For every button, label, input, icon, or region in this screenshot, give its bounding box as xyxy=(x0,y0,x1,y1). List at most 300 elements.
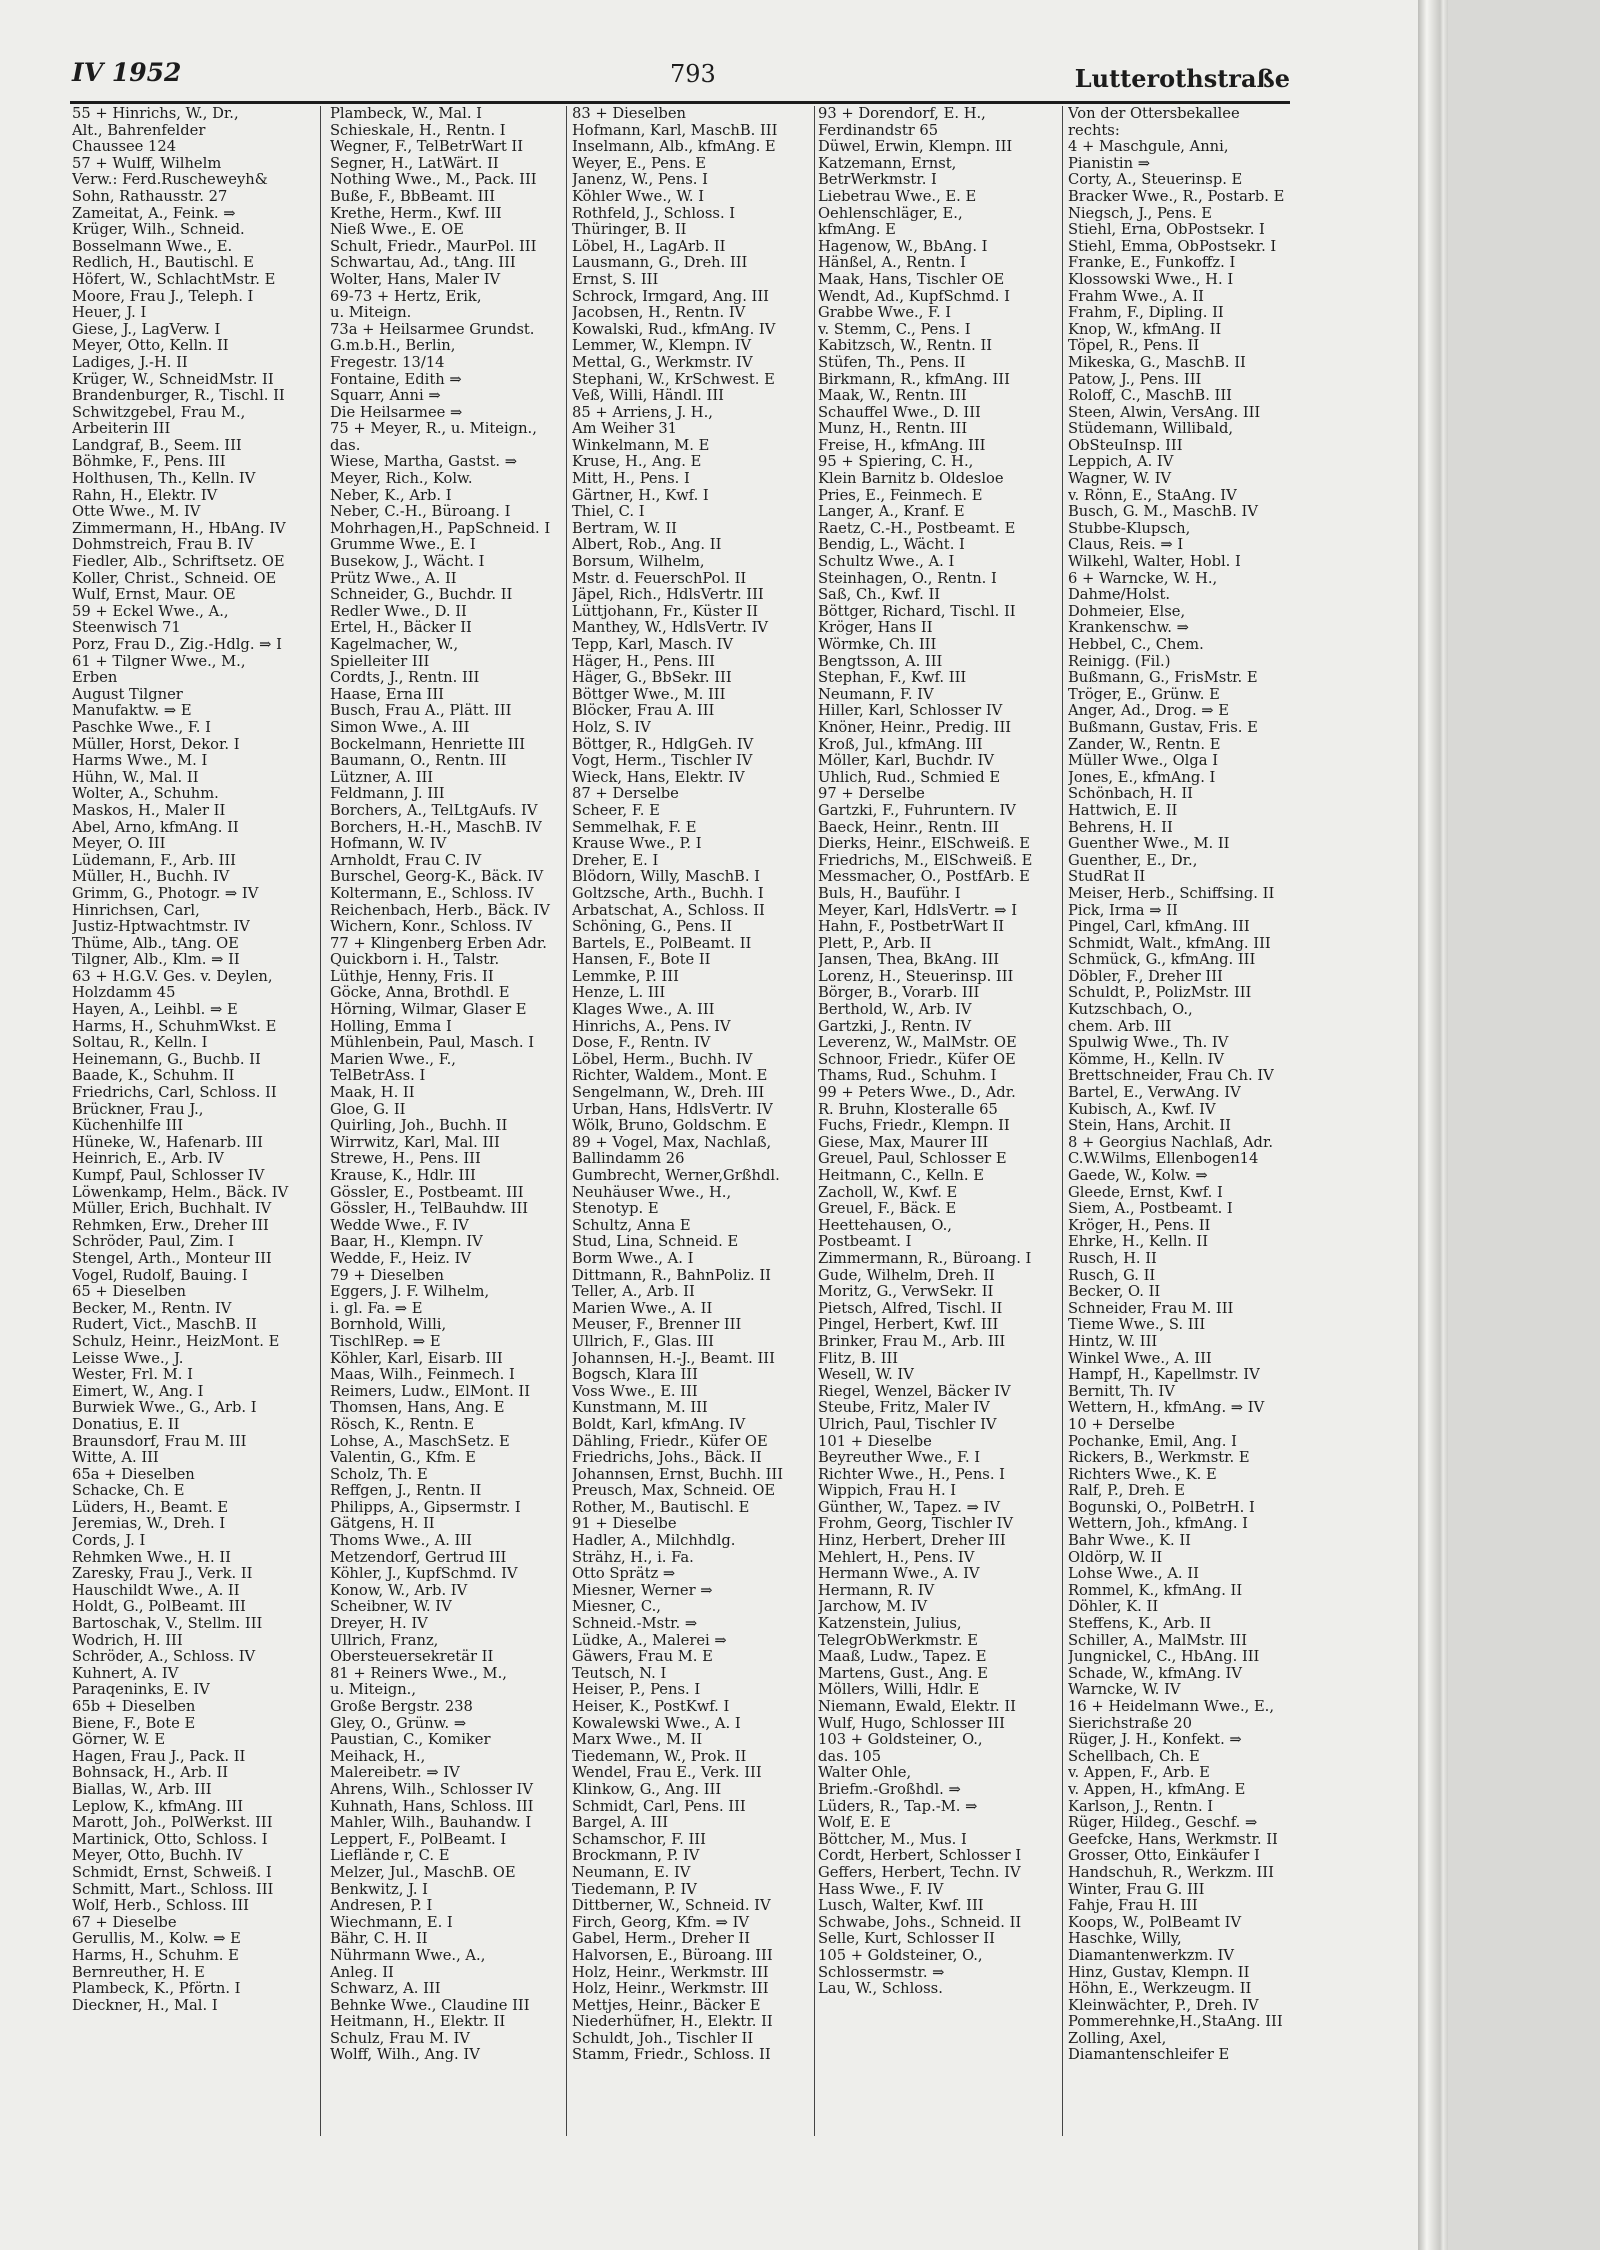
directory-line: Thüringer, B. II xyxy=(572,222,687,239)
directory-line: Gartzki, J., Rentn. IV xyxy=(818,1018,972,1035)
directory-line: Harms, H., Schuhm. E xyxy=(72,1947,239,1964)
directory-line: Fuchs, Friedr., Klempn. II xyxy=(818,1118,1010,1135)
directory-line: Harms Wwe., M. I xyxy=(72,753,208,770)
directory-line: Bohnsack, H., Arb. II xyxy=(72,1765,229,1782)
directory-line: Wedde, F., Heiz. IV xyxy=(330,1250,472,1267)
directory-line: Rothfeld, J., Schloss. I xyxy=(572,205,736,222)
directory-line: u. Miteign. xyxy=(330,305,412,322)
directory-line: Schwabe, Johs., Schneid. II xyxy=(818,1914,1022,1931)
directory-line: Lüdemann, F., Arb. III xyxy=(72,852,236,869)
directory-line: 83 + Dieselben xyxy=(572,106,686,122)
page-edge xyxy=(1418,0,1440,2250)
directory-line: Janenz, W., Pens. I xyxy=(572,172,708,189)
directory-line: Schultz Wwe., A. I xyxy=(818,554,955,571)
directory-line: Freise, H., kfmAng. III xyxy=(818,437,986,454)
directory-line: Rusch, G. II xyxy=(1068,1267,1156,1284)
directory-line: Kunstmann, M. III xyxy=(572,1400,708,1417)
directory-line: 73a + Heilsarmee Grundst. xyxy=(330,321,535,338)
directory-line: Lüdke, A., Malerei ⇒ xyxy=(572,1632,727,1649)
directory-line: Greuel, F., Bäck. E xyxy=(818,1201,957,1218)
directory-line: Tröger, E., Grünw. E xyxy=(1068,686,1220,703)
directory-line: Borm Wwe., A. I xyxy=(572,1250,694,1267)
directory-line: Mitt, H., Pens. I xyxy=(572,471,690,488)
directory-line: Dreyer, H. IV xyxy=(330,1616,428,1633)
directory-line: Thomsen, Hans, Ang. E xyxy=(330,1400,505,1417)
directory-line: Klein Barnitz b. Oldesloe xyxy=(818,471,1004,488)
directory-line: Leppich, A. IV xyxy=(1068,454,1174,471)
directory-line: Bornhold, Willi, xyxy=(330,1317,447,1334)
directory-line: Rother, M., Bautischl. E xyxy=(572,1499,750,1516)
directory-line: Henze, L. III xyxy=(572,985,666,1002)
directory-line: Holz, Heinr., Werkmstr. III xyxy=(572,1964,769,1981)
directory-line: Blöcker, Frau A. III xyxy=(572,703,715,720)
directory-line: 65a + Dieselben xyxy=(72,1466,195,1483)
directory-line: Bosselmann Wwe., E. xyxy=(72,238,233,255)
directory-line: Schulz, Frau M. IV xyxy=(330,2030,470,2047)
directory-line: Baeck, Heinr., Rentn. III xyxy=(818,819,1000,836)
directory-line: Squarr, Anni ⇒ xyxy=(330,388,441,405)
directory-line: Brockmann, P. IV xyxy=(572,1848,700,1865)
directory-line: Heitmann, H., Elektr. II xyxy=(330,2014,506,2031)
directory-line: Hauschildt Wwe., A. II xyxy=(72,1582,240,1599)
directory-line: Schuldt, P., PolizMstr. III xyxy=(1068,985,1252,1002)
directory-line: Heuer, J. I xyxy=(72,305,147,322)
directory-line: Kabitzsch, W., Rentn. II xyxy=(818,338,993,355)
directory-line: Vogt, Herm., Tischler IV xyxy=(572,753,753,770)
directory-line: Burschel, Georg-K., Bäck. IV xyxy=(330,869,544,886)
directory-line: Blödorn, Willy, MaschB. I xyxy=(572,869,760,886)
directory-line: Kuhnert, A. IV xyxy=(72,1665,179,1682)
directory-line: Katzenstein, Julius, xyxy=(818,1616,962,1633)
directory-line: Pommerehnke,H.,StaAng. III xyxy=(1068,2014,1283,2031)
column-divider xyxy=(320,106,321,2136)
directory-line: Bartoschak, V., Stellm. III xyxy=(72,1616,263,1633)
directory-line: Hiller, Karl, Schlosser IV xyxy=(818,703,1003,720)
directory-line: Lemmke, P. III xyxy=(572,968,679,985)
directory-line: Stengel, Arth., Monteur III xyxy=(72,1250,272,1267)
directory-line: Grabbe Wwe., F. I xyxy=(818,305,952,322)
directory-line: 87 + Derselbe xyxy=(572,786,679,803)
directory-line: G.m.b.H., Berlin, xyxy=(330,338,456,355)
directory-line: Bertram, W. II xyxy=(572,520,677,537)
directory-line: Hofmann, Karl, MaschB. III xyxy=(572,122,778,139)
directory-line: Mstr. d. FeuerschPol. II xyxy=(572,570,747,587)
directory-line: Pochanke, Emil, Ang. I xyxy=(1068,1433,1237,1450)
directory-line: Gätgens, H. II xyxy=(330,1516,435,1533)
directory-line: Lau, W., Schloss. xyxy=(818,1981,943,1998)
directory-line: Höfert, W., SchlachtMstr. E xyxy=(72,271,276,288)
directory-line: TelBetrAss. I xyxy=(330,1068,426,1085)
directory-line: Kröger, Hans II xyxy=(818,620,933,637)
directory-line: Preusch, Max, Schneid. OE xyxy=(572,1483,776,1500)
directory-line: Martens, Gust., Ang. E xyxy=(818,1665,988,1682)
directory-line: Pick, Irma ⇒ II xyxy=(1068,902,1178,919)
directory-line: Oehlenschläger, E., xyxy=(818,205,963,222)
directory-line: Gumbrecht, Werner,Grßhdl. xyxy=(572,1168,780,1184)
directory-line: Marx Wwe., M. II xyxy=(572,1732,703,1749)
directory-line: Simon Wwe., A. III xyxy=(330,719,470,736)
directory-line: Gude, Wilhelm, Dreh. II xyxy=(818,1267,995,1284)
column-4 xyxy=(818,106,1052,2186)
directory-line: Klages Wwe., A. III xyxy=(572,1002,715,1019)
directory-line: 10 + Derselbe xyxy=(1068,1416,1175,1433)
directory-line: R. Bruhn, Klosteralle 65 xyxy=(818,1101,998,1118)
directory-line: Ertel, H., Bäcker II xyxy=(330,620,472,637)
directory-line: Hagenow, W., BbAng. I xyxy=(818,238,988,255)
directory-line: Winter, Frau G. III xyxy=(1068,1881,1205,1898)
directory-line: Boldt, Karl, kfmAng. IV xyxy=(572,1416,746,1433)
directory-line: Marien Wwe., F., xyxy=(330,1051,456,1068)
column-divider xyxy=(566,106,567,2136)
directory-line: Bockelmann, Henriette III xyxy=(330,736,526,753)
directory-line: Otte Wwe., M. IV xyxy=(72,504,201,521)
directory-line: Strähz, H., i. Fa. xyxy=(572,1549,694,1566)
directory-line: Verw.: Ferd.Ruscheweyh& xyxy=(72,172,268,189)
directory-line: Neber, C.-H., Büroang. I xyxy=(330,504,511,521)
directory-line: Mettal, G., Werkmstr. IV xyxy=(572,354,753,371)
directory-line: Inselmann, Alb., kfmAng. E xyxy=(572,139,776,156)
directory-line: Klinkow, G., Ang. III xyxy=(572,1781,722,1798)
directory-line: Zolling, Axel, xyxy=(1068,2030,1167,2047)
directory-line: Diamantenschleifer E xyxy=(1068,2047,1230,2064)
directory-line: Messmacher, O., PostfArb. E xyxy=(818,869,1030,886)
directory-line: Reichenbach, Herb., Bäck. IV xyxy=(330,902,550,919)
directory-line: Winkel Wwe., A. III xyxy=(1068,1350,1212,1367)
directory-line: kfmAng. E xyxy=(818,222,896,239)
directory-line: Malereibetr. ⇒ IV xyxy=(330,1765,460,1782)
directory-line: Maas, Wilh., Feinmech. I xyxy=(330,1367,515,1384)
directory-line: Dahme/Holst. xyxy=(1068,587,1171,604)
directory-line: Müller, Horst, Dekor. I xyxy=(72,736,240,753)
directory-line: Thiel, C. I xyxy=(572,504,645,521)
directory-line: Knop, W., kfmAng. II xyxy=(1068,321,1222,338)
directory-line: Gäwers, Frau M. E xyxy=(572,1649,713,1666)
directory-line: Stüfen, Th., Pens. II xyxy=(818,354,966,371)
directory-line: Wolf, Herb., Schloss. III xyxy=(72,1898,249,1915)
directory-line: Lusch, Walter, Kwf. III xyxy=(818,1898,984,1915)
directory-line: chem. Arb. III xyxy=(1068,1018,1172,1035)
directory-line: Andresen, P. I xyxy=(330,1898,433,1915)
directory-line: Schauffel Wwe., D. III xyxy=(818,404,981,421)
directory-line: Wettern, Joh., kfmAng. I xyxy=(1068,1516,1248,1533)
directory-line: Bogsch, Klara III xyxy=(572,1367,698,1384)
directory-line: Schuldt, Joh., Tischler II xyxy=(572,2030,754,2047)
directory-line: Vogel, Rudolf, Bauing. I xyxy=(72,1267,248,1284)
directory-line: Stiehl, Erna, ObPostsekr. I xyxy=(1068,222,1265,239)
directory-line: v. Appen, H., kfmAng. E xyxy=(1068,1781,1246,1798)
directory-line: Steube, Fritz, Maler IV xyxy=(818,1400,990,1417)
directory-line: Bahr Wwe., K. II xyxy=(1068,1533,1191,1550)
directory-line: Arbeiterin III xyxy=(72,421,171,438)
directory-line: 55 + Hinrichs, W., Dr., xyxy=(72,106,239,122)
directory-line: Stiehl, Emma, ObPostsekr. I xyxy=(1068,238,1277,255)
directory-line: Riegel, Wenzel, Bäcker IV xyxy=(818,1383,1011,1400)
directory-line: Leppert, F., PolBeamt. I xyxy=(330,1831,507,1848)
page-edge xyxy=(1440,0,1448,2250)
directory-line: Reffgen, J., Rentn. II xyxy=(330,1483,482,1500)
directory-line: Diamantenwerkzm. IV xyxy=(1068,1947,1235,1964)
page-number: 793 xyxy=(670,60,716,88)
directory-line: Pries, E., Feinmech. E xyxy=(818,487,983,504)
directory-line: Landgraf, B., Seem. III xyxy=(72,437,242,454)
directory-line: Holz, S. IV xyxy=(572,719,651,736)
directory-line: Briefm.-Großhdl. ⇒ xyxy=(818,1781,961,1798)
directory-line: Wölk, Bruno, Goldschm. E xyxy=(572,1118,767,1135)
directory-line: Biene, F., Bote E xyxy=(72,1715,196,1732)
directory-line: Anger, Ad., Drog. ⇒ E xyxy=(1068,703,1229,720)
directory-line: Rüger, Hildeg., Geschf. ⇒ xyxy=(1068,1815,1258,1832)
directory-line: Miesner, Werner ⇒ xyxy=(572,1582,713,1599)
directory-line: Niegsch, J., Pens. E xyxy=(1068,205,1212,222)
directory-line: Gössler, H., TelBauhdw. III xyxy=(330,1201,529,1218)
directory-line: Berthold, W., Arb. IV xyxy=(818,1002,972,1019)
directory-line: Postbeamt. I xyxy=(818,1234,912,1251)
directory-line: Nieß Wwe., E. OE xyxy=(330,222,464,239)
directory-line: Munz, H., Rentn. III xyxy=(818,421,968,438)
directory-line: Halvorsen, E., Büroang. III xyxy=(572,1947,773,1964)
directory-line: Görner, W. E xyxy=(72,1732,166,1749)
directory-line: 61 + Tilgner Wwe., M., xyxy=(72,653,246,670)
directory-line: Geefcke, Hans, Werkmstr. II xyxy=(1068,1831,1278,1848)
directory-line: Veß, Willi, Händl. III xyxy=(572,388,724,405)
directory-line: StudRat II xyxy=(1068,869,1146,886)
directory-line: Baumann, O., Rentn. III xyxy=(330,753,507,770)
directory-line: Konow, W., Arb. IV xyxy=(330,1582,468,1599)
directory-line: Schade, W., kfmAng. IV xyxy=(1068,1665,1242,1682)
directory-line: Kumpf, Paul, Schlosser IV xyxy=(72,1168,265,1184)
directory-line: Langer, A., Kranf. E xyxy=(818,504,965,521)
directory-line: Koltermann, E., Schloss. IV xyxy=(330,885,534,902)
directory-line: Oldörp, W. II xyxy=(1068,1549,1163,1566)
directory-line: 99 + Peters Wwe., D., Adr. xyxy=(818,1085,1016,1102)
directory-line: Heiser, K., PostKwf. I xyxy=(572,1699,730,1715)
directory-line: Prütz Wwe., A. II xyxy=(330,570,457,587)
directory-line: 101 + Dieselbe xyxy=(818,1433,932,1450)
directory-line: Wulf, Ernst, Maur. OE xyxy=(72,587,236,604)
directory-line: Meyer, O. III xyxy=(72,836,166,853)
directory-line: Gerullis, M., Kolw. ⇒ E xyxy=(72,1931,241,1948)
directory-line: Mohrhagen,H., PapSchneid. I xyxy=(330,520,551,537)
directory-line: Marien Wwe., A. II xyxy=(572,1300,713,1317)
directory-line: Brinker, Frau M., Arb. III xyxy=(818,1333,1006,1350)
directory-line: Wedde Wwe., F. IV xyxy=(330,1217,469,1234)
directory-line: Plambeck, K., Pförtn. I xyxy=(72,1981,241,1998)
directory-line: Schmück, G., kfmAng. III xyxy=(1068,952,1256,969)
directory-line: Schrock, Irmgard, Ang. III xyxy=(572,288,769,305)
directory-line: Lüthje, Henny, Fris. II xyxy=(330,968,494,985)
directory-line: Müller, H., Buchh. IV xyxy=(72,869,230,886)
directory-line: Rösch, K., Rentn. E xyxy=(330,1416,475,1433)
directory-line: Börger, B., Vorarb. III xyxy=(818,985,980,1002)
directory-line: Höhn, E., Werkzeugm. II xyxy=(1068,1981,1252,1998)
directory-line: Köhler, J., KupfSchmd. IV xyxy=(330,1566,518,1583)
directory-line: Teutsch, N. I xyxy=(572,1665,667,1682)
directory-line: Schacke, Ch. E xyxy=(72,1483,185,1500)
directory-line: Baar, H., Klempn. IV xyxy=(330,1234,483,1251)
directory-line: Heettehausen, O., xyxy=(818,1217,952,1234)
directory-line: Schwartau, Ad., tAng. III xyxy=(330,255,516,272)
directory-line: Häger, H., Pens. III xyxy=(572,653,715,670)
directory-line: Löbel, Herm., Buchh. IV xyxy=(572,1051,753,1068)
directory-line: Möller, Karl, Buchdr. IV xyxy=(818,753,994,770)
directory-line: Stein, Hans, Archit. II xyxy=(1068,1118,1231,1135)
directory-line: Kröger, H., Pens. II xyxy=(1068,1217,1211,1234)
directory-line: Philipps, A., Gipsermstr. I xyxy=(330,1499,521,1516)
directory-line: Ferdinandstr 65 xyxy=(818,122,939,139)
directory-line: Kruse, H., Ang. E xyxy=(572,454,702,471)
directory-line: Wegner, F., TelBetrWart II xyxy=(330,139,524,156)
directory-line: Haase, Erna III xyxy=(330,686,444,703)
directory-line: Hüneke, W., Hafenarb. III xyxy=(72,1134,263,1151)
directory-line: Wendel, Frau E., Verk. III xyxy=(572,1765,762,1782)
directory-line: Müller Wwe., Olga I xyxy=(1068,753,1219,770)
directory-line: Bendig, L., Wächt. I xyxy=(818,537,965,554)
directory-line: Wiechmann, E. I xyxy=(330,1914,453,1931)
directory-line: Krethe, Herm., Kwf. III xyxy=(330,205,502,222)
directory-line: Obersteuersekretär II xyxy=(330,1649,494,1666)
directory-line: Justiz-Hptwachtmstr. IV xyxy=(72,919,250,936)
directory-line: Friedrichs, M., ElSchweiß. E xyxy=(818,852,1033,869)
directory-line: Segner, H., LatWärt. II xyxy=(330,155,499,172)
directory-line: Hofmann, W. IV xyxy=(330,836,447,853)
directory-line: Richter, Waldem., Mont. E xyxy=(572,1068,768,1085)
directory-line: Moore, Frau J., Teleph. I xyxy=(72,288,254,305)
directory-line: Pingel, Herbert, Kwf. III xyxy=(818,1317,999,1334)
directory-line: Grumme Wwe., E. I xyxy=(330,537,476,554)
directory-line: Wagner, W. IV xyxy=(1068,471,1172,488)
directory-line: Gley, O., Grünw. ⇒ xyxy=(330,1715,467,1732)
directory-line: Roloff, C., MaschB. III xyxy=(1068,388,1232,405)
directory-line: Martinick, Otto, Schloss. I xyxy=(72,1831,268,1848)
directory-line: Stamm, Friedr., Schloss. II xyxy=(572,2047,771,2064)
directory-line: Von der Ottersbekallee xyxy=(1068,106,1240,122)
directory-line: Siem, A., Postbeamt. I xyxy=(1068,1201,1233,1218)
directory-line: Pietsch, Alfred, Tischl. II xyxy=(818,1300,1003,1317)
directory-line: Zander, W., Rentn. E xyxy=(1068,736,1221,753)
directory-line: Niemann, Ewald, Elektr. II xyxy=(818,1699,1016,1715)
directory-line: Hattwich, E. II xyxy=(1068,802,1178,819)
directory-line: Nothing Wwe., M., Pack. III xyxy=(330,172,537,189)
directory-line: Johannsen, H.-J., Beamt. III xyxy=(572,1350,775,1367)
directory-line: 81 + Reiners Wwe., M., xyxy=(330,1665,507,1682)
directory-line: 89 + Vogel, Max, Nachlaß, xyxy=(572,1134,772,1151)
directory-line: Bernitt, Th. IV xyxy=(1068,1383,1175,1400)
directory-line: Zaresky, Frau J., Verk. II xyxy=(72,1566,253,1583)
directory-line: Hansen, F., Bote II xyxy=(572,952,711,969)
directory-line: 4 + Maschgule, Anni, xyxy=(1068,139,1229,156)
directory-line: Schultz, Anna E xyxy=(572,1217,691,1234)
directory-line: Guenther Wwe., M. II xyxy=(1068,836,1230,853)
directory-line: Ulrich, Paul, Tischler IV xyxy=(818,1416,997,1433)
directory-line: v. Rönn, E., StaAng. IV xyxy=(1068,487,1237,504)
directory-line: Becker, O. II xyxy=(1068,1284,1161,1301)
directory-line: Ernst, S. III xyxy=(572,271,659,288)
directory-line: Hörning, Wilmar, Glaser E xyxy=(330,1002,527,1019)
directory-line: Raetz, C.-H., Postbeamt. E xyxy=(818,520,1016,537)
directory-line: Wolter, Hans, Maler IV xyxy=(330,271,501,288)
column-2 xyxy=(330,106,558,2186)
directory-line: Hermann, R. IV xyxy=(818,1582,935,1599)
directory-line: Wendt, Ad., KupfSchmd. I xyxy=(818,288,1010,305)
directory-line: Kagelmacher, W., xyxy=(330,637,459,653)
column-divider xyxy=(814,106,815,2136)
directory-line: Karlson, J., Rentn. I xyxy=(1068,1798,1214,1815)
directory-line: Moritz, G., VerwSekr. II xyxy=(818,1284,994,1301)
directory-line: Buße, F., BbBeamt. III xyxy=(330,188,496,205)
directory-line: Rüger, J. H., Konfekt. ⇒ xyxy=(1068,1732,1242,1749)
directory-line: Metzendorf, Gertrud III xyxy=(330,1549,507,1566)
directory-line: Frahm Wwe., A. II xyxy=(1068,288,1204,305)
directory-line: Flitz, B. III xyxy=(818,1350,899,1367)
directory-line: Brettschneider, Frau Ch. IV xyxy=(1068,1068,1274,1085)
directory-line: Meuser, F., Brenner III xyxy=(572,1317,742,1334)
directory-line: u. Miteign., xyxy=(330,1682,417,1699)
directory-line: Grimm, G., Photogr. ⇒ IV xyxy=(72,885,259,902)
directory-line: 85 + Arriens, J. H., xyxy=(572,404,713,421)
directory-line: Maskos, H., Maler II xyxy=(72,802,226,819)
directory-line: Haschke, Willy, xyxy=(1068,1931,1182,1948)
directory-line: Kowalski, Rud., kfmAng. IV xyxy=(572,321,776,338)
directory-line: Schellbach, Ch. E xyxy=(1068,1748,1200,1765)
directory-line: Busch, G. M., MaschB. IV xyxy=(1068,504,1258,521)
directory-line: v. Appen, F., Arb. E xyxy=(1068,1765,1210,1782)
directory-line: Steinhagen, O., Rentn. I xyxy=(818,570,997,587)
directory-line: Bußmann, Gustav, Fris. E xyxy=(1068,719,1258,736)
directory-line: Dähling, Friedr., Küfer OE xyxy=(572,1433,768,1450)
directory-line: Lüders, R., Tap.-M. ⇒ xyxy=(818,1798,978,1815)
directory-line: Wester, Frl. M. I xyxy=(72,1367,193,1384)
directory-line: Reinigg. (Fil.) xyxy=(1068,653,1171,670)
directory-line: Stenotyp. E xyxy=(572,1201,659,1218)
directory-line: Marott, Joh., PolWerkst. III xyxy=(72,1815,273,1832)
directory-line: Wodrich, H. III xyxy=(72,1632,183,1649)
directory-line: Hühn, W., Mal. II xyxy=(72,769,199,786)
directory-line: Ladiges, J.-H. II xyxy=(72,354,188,371)
directory-line: Stud, Lina, Schneid. E xyxy=(572,1234,739,1251)
directory-line: Schwitzgebel, Frau M., xyxy=(72,404,246,421)
directory-line: Bracker Wwe., R., Postarb. E xyxy=(1068,188,1285,205)
directory-line: Hahn, F., PostbetrWart II xyxy=(818,919,1005,936)
directory-line: Abel, Arno, kfmAng. II xyxy=(72,819,239,836)
directory-line: Wolter, A., Schuhm. xyxy=(72,786,219,803)
directory-line: Scheer, F. E xyxy=(572,802,660,819)
directory-line: Holz, Heinr., Werkmstr. III xyxy=(572,1981,769,1998)
directory-line: Geffers, Herbert, Techn. IV xyxy=(818,1864,1021,1881)
directory-line: Kuhnath, Hans, Schloss. III xyxy=(330,1798,534,1815)
directory-line: Corty, A., Steuerinsp. E xyxy=(1068,172,1243,189)
directory-line: Lieflände r, C. E xyxy=(330,1848,450,1865)
directory-line: Schmidt, Carl, Pens. III xyxy=(572,1798,746,1815)
directory-line: Möllers, Willi, Hdlr. E xyxy=(818,1682,980,1699)
directory-line: Neumann, E. IV xyxy=(572,1864,691,1881)
directory-line: Wichern, Konr., Schloss. IV xyxy=(330,919,533,936)
directory-line: Schiller, A., MalMstr. III xyxy=(1068,1632,1248,1649)
directory-line: Dohmeier, Else, xyxy=(1068,603,1186,620)
directory-line: Steffens, K., Arb. II xyxy=(1068,1616,1212,1633)
directory-line: Hintz, W. III xyxy=(1068,1333,1158,1350)
directory-line: Redlich, H., Bautischl. E xyxy=(72,255,254,272)
directory-line: Wilkehl, Walter, Hobl. I xyxy=(1068,554,1241,571)
directory-line: Küchenhilfe III xyxy=(72,1118,184,1135)
directory-line: Kömme, H., Kelln. IV xyxy=(1068,1051,1224,1068)
directory-line: Bartels, E., PolBeamt. II xyxy=(572,935,752,952)
directory-line: Krüger, W., SchneidMstr. II xyxy=(72,371,274,388)
directory-line: Saß, Ch., Kwf. II xyxy=(818,587,941,604)
directory-line: 65 + Dieselben xyxy=(72,1284,186,1301)
directory-line: Gärtner, H., Kwf. I xyxy=(572,487,709,504)
directory-line: Kroß, Jul., kfmAng. III xyxy=(818,736,983,753)
directory-line: Köhler Wwe., W. I xyxy=(572,188,704,205)
